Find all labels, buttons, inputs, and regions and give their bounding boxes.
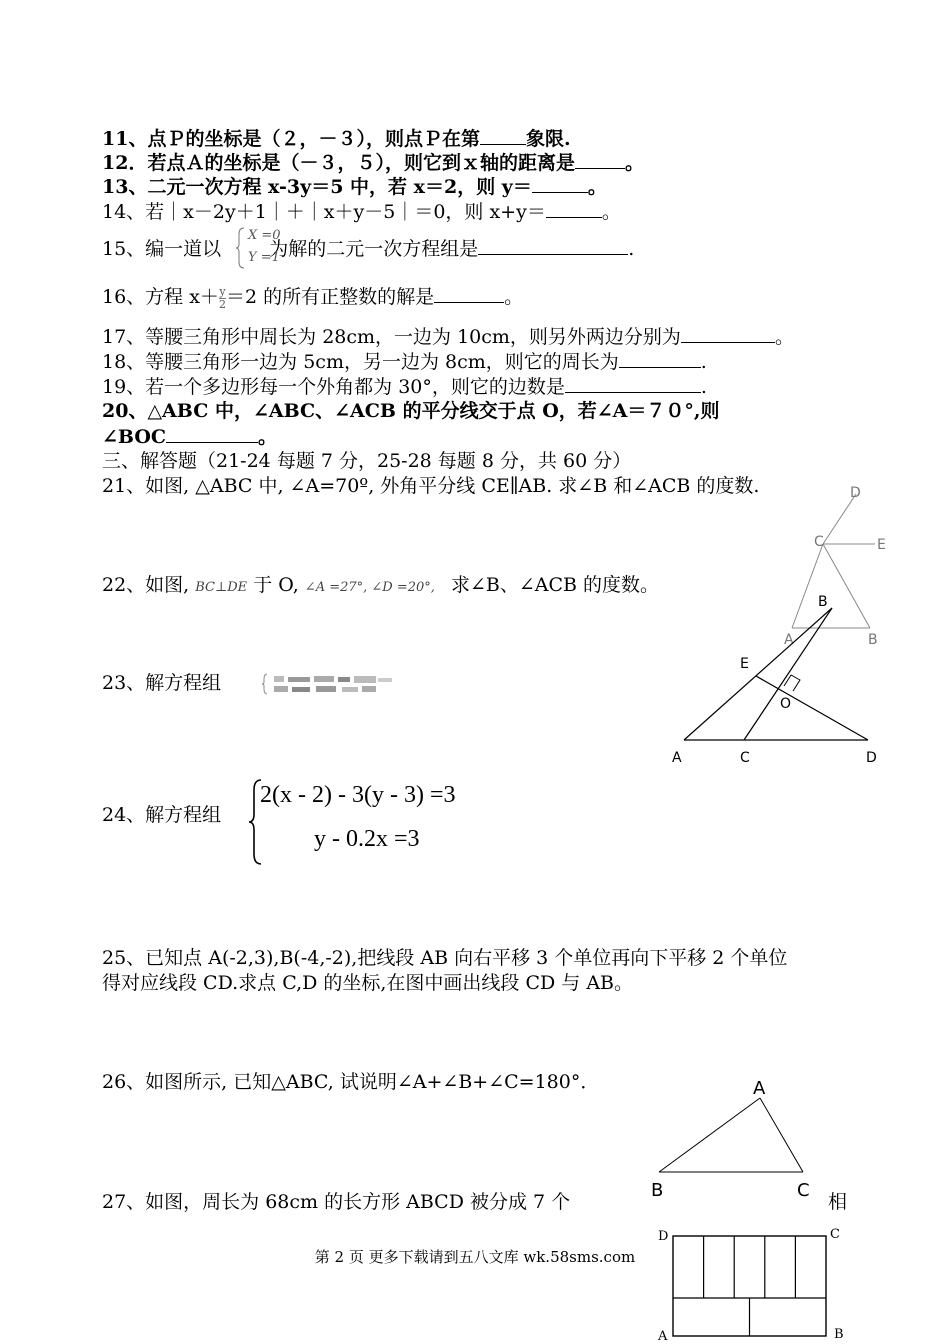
- equation-system: [248, 776, 528, 866]
- blurred-system: [262, 672, 397, 696]
- question-13: 13、二元一次方程 x-3y＝5 中，若 x＝2，则 y＝ 。: [102, 176, 607, 198]
- question-27: 27、如图，周长为 68cm 的长方形 ABCD 被分成 7 个: [102, 1191, 571, 1213]
- answer-blank[interactable]: [166, 424, 258, 443]
- question-21: 21、如图, △ABC 中, ∠A=70º, 外角平分线 CE∥AB. 求∠B 和∠ACB 的度数.: [102, 475, 760, 497]
- fig26-label-c: C: [797, 1180, 810, 1200]
- question-19: 19、若一个多边形每一个外角都为 30°，则它的边数是 .: [102, 376, 707, 398]
- page-footer: 第 2 页 更多下载请到五八文库 wk.58sms.com: [314, 1248, 636, 1266]
- fig26-label-a: A: [753, 1078, 766, 1099]
- answer-blank[interactable]: [480, 126, 526, 145]
- fig21-label-c: C: [814, 534, 824, 550]
- equation-2: Y =1: [248, 250, 280, 265]
- fig21-label-d: D: [850, 485, 861, 501]
- question-14: 14、若｜x－2y＋1｜＋｜x＋y－5｜＝0，则 x+y＝ 。: [102, 201, 621, 223]
- question-22: 22、如图, BC⊥DE 于 O, ∠A =27°, ∠D =20°, 求∠B、∠ACB 的度数。: [102, 574, 660, 596]
- question-27-cont: 相: [828, 1191, 848, 1213]
- fig27-label-d: D: [658, 1229, 669, 1244]
- section-heading: 三、解答题（21-24 每题 7 分，25-28 每题 8 分，共 60 分）: [102, 450, 632, 472]
- figure-26: [645, 1072, 835, 1200]
- fig21-label-b: B: [868, 632, 878, 648]
- question-20-cont: ∠BOC 。: [102, 426, 278, 448]
- fig26-side-ac: [760, 1098, 803, 1172]
- fig26-label-b: B: [651, 1180, 664, 1200]
- answer-blank[interactable]: [575, 150, 625, 169]
- fig22-label-a: A: [672, 750, 682, 766]
- question-24: 24、解方程组: [102, 804, 222, 826]
- question-23: 23、解方程组: [102, 672, 222, 694]
- answer-blank[interactable]: [619, 349, 701, 368]
- question-12: 12．若点Ａ的坐标是（－３，５），则它到ｘ轴的距离是 。: [102, 152, 644, 174]
- question-25-cont: 得对应线段 CD.求点 C,D 的坐标,在图中画出线段 CD 与 AB。: [102, 972, 633, 994]
- fig21-line-cd: [823, 494, 856, 544]
- fig27-label-b: B: [834, 1327, 844, 1342]
- brace-icon: [236, 226, 246, 270]
- answer-blank[interactable]: [434, 284, 504, 303]
- question-25: 25、已知点 A(-2,3),B(-4,-2),把线段 AB 向右平移 3 个单位再向下平移 2 个单位: [102, 947, 788, 969]
- question-15: 15、编一道以 为解的二元一次方程组是 .: [102, 238, 635, 260]
- fig22-line-ed: [756, 676, 868, 740]
- answer-blank[interactable]: [478, 236, 628, 255]
- fig27-label-c: C: [830, 1227, 840, 1242]
- fig21-label-a: A: [784, 632, 794, 648]
- question-11: 11、点Ｐ的坐标是（２，－３），则点Ｐ在第 象限.: [102, 128, 571, 150]
- question-20: 20、△ABC 中，∠ABC、∠ACB 的平分线交于点 O，若∠A＝７０°,则: [102, 400, 720, 422]
- equation-1: X =0: [248, 228, 281, 243]
- equation-1: 2(x - 2) - 3(y - 3) =3: [260, 782, 456, 808]
- fraction: $\frac{y}{2}$: [218, 284, 226, 311]
- answer-blank[interactable]: [565, 374, 701, 393]
- fig22-label-d: D: [866, 750, 877, 766]
- fig21-label-e: E: [877, 537, 886, 553]
- fig22-label-b: B: [818, 594, 828, 610]
- solution-system: [236, 226, 286, 270]
- question-26: 26、如图所示, 已知△ABC, 试说明∠A+∠B+∠C=180°．: [102, 1071, 600, 1093]
- fig22-line-ab: [684, 608, 832, 740]
- question-17: 17、等腰三角形中周长为 28cm，一边为 10cm，则另外两边分别为 。: [102, 326, 794, 348]
- blurred-equation-icon: [262, 672, 397, 696]
- figure-22: [660, 590, 890, 770]
- equation-2: y - 0.2x =3: [314, 826, 420, 852]
- answer-blank[interactable]: [546, 199, 602, 218]
- fig22-label-e: E: [740, 656, 749, 672]
- fig22-label-c: C: [740, 750, 750, 766]
- question-18: 18、等腰三角形一边为 5cm，另一边为 8cm，则它的周长为 .: [102, 351, 707, 373]
- fig22-label-o: O: [780, 696, 792, 712]
- figure-27: [650, 1222, 850, 1344]
- answer-blank[interactable]: [532, 174, 588, 193]
- fig27-label-a: A: [658, 1329, 668, 1344]
- fig26-side-ab: [659, 1098, 760, 1172]
- question-16: 16、方程 x＋ $\frac{y}{2}$ ＝2 的所有正整数的解是 。: [102, 284, 524, 311]
- answer-blank[interactable]: [681, 324, 775, 343]
